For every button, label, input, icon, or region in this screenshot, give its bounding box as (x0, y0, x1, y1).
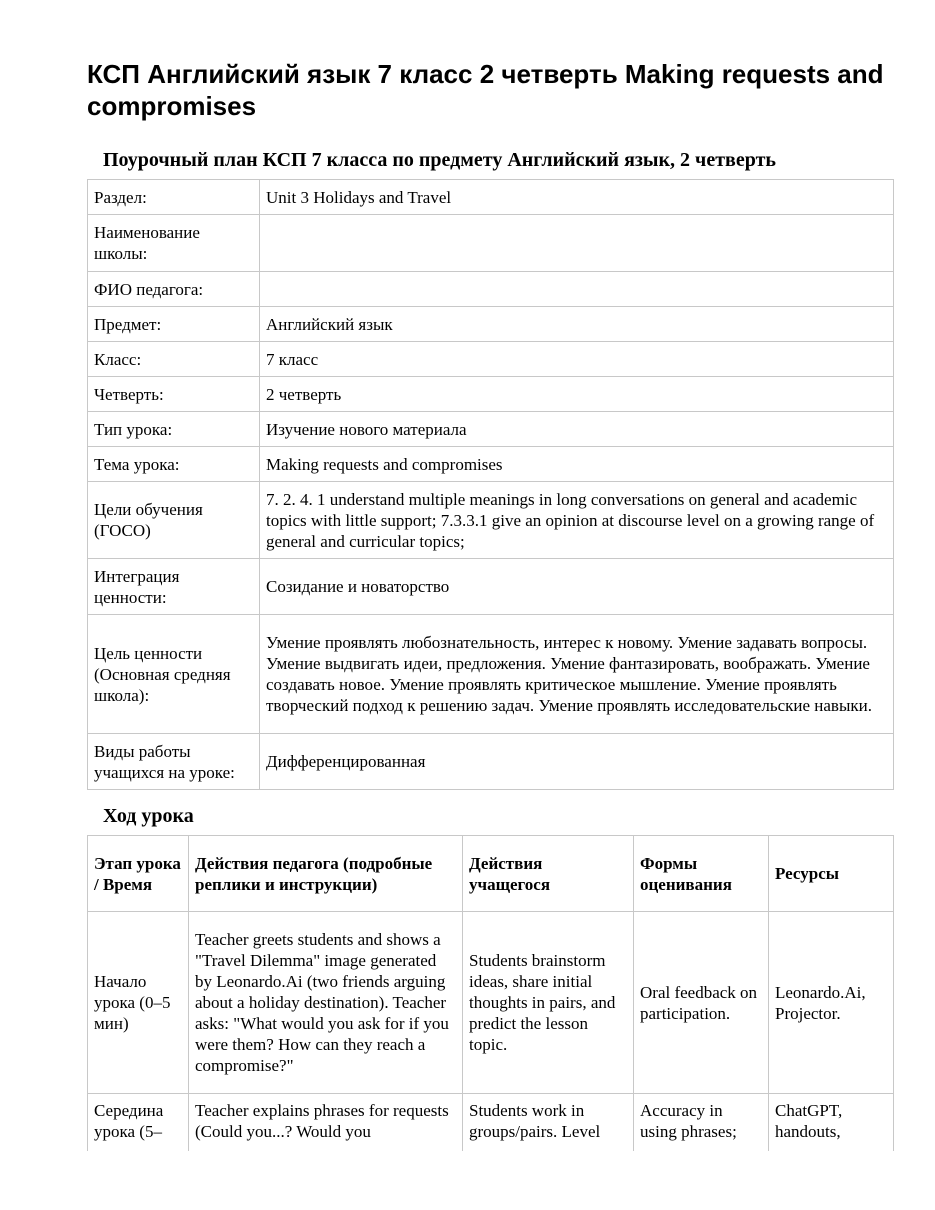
row-label: Раздел: (88, 180, 260, 215)
lesson-flow-table (87, 835, 894, 1151)
row-label: Тип урока: (88, 412, 260, 447)
row-label: Четверть: (88, 377, 260, 412)
row-value: Unit 3 Holidays and Travel (260, 180, 894, 215)
table-row (88, 377, 894, 412)
table-row (88, 482, 894, 559)
table-header-row (88, 836, 894, 912)
table-row (88, 342, 894, 377)
row-label: Виды работы учащихся на уроке: (88, 734, 260, 790)
table-row (88, 559, 894, 615)
table-row (88, 912, 894, 1094)
assessment-cell: Oral feedback on participation. (634, 912, 769, 1094)
student-actions-cell: Students brainstorm ideas, share initial thoughts in pairs, and predict the lesson topic. (463, 912, 634, 1094)
row-label: Тема урока: (88, 447, 260, 482)
teacher-actions-cell: Teacher explains phrases for requests (Could you...? Would you (189, 1094, 463, 1152)
lesson-info-table (87, 179, 894, 790)
row-value: Умение проявлять любознательность, интерес к новому. Умение задавать вопросы. Умение выдвигать идеи, предложения. Умение фантазировать, воображать. Умение создавать новое. Умение проявлять критическое мышление. Умение проявлять творческий подход к решению задач. Умение проявлять исследовательские навыки. (260, 615, 894, 734)
row-label: Интеграция ценности: (88, 559, 260, 615)
column-header: Действия учащегося (463, 836, 634, 912)
teacher-actions-cell: Teacher greets students and shows a "Travel Dilemma" image generated by Leonardo.Ai (two friends arguing about a holiday destination). Teacher asks: "What would you ask for if you were them? How can they reach a compromise?" (189, 912, 463, 1094)
table-row (88, 734, 894, 790)
row-value: 7. 2. 4. 1 understand multiple meanings in long conversations on general and academic topics with little support; 7.3.3.1 give an opinion at discourse level on a growing range of general and curricular topics; (260, 482, 894, 559)
column-header: Действия педагога (подробные реплики и инструкции) (189, 836, 463, 912)
plan-heading: Поурочный план КСП 7 класса по предмету Английский язык, 2 четверть (103, 149, 776, 171)
student-actions-cell: Students work in groups/pairs. Level (463, 1094, 634, 1152)
stage-cell: Середина урока (5– (88, 1094, 189, 1152)
row-label: Цели обучения (ГОСО) (88, 482, 260, 559)
column-header: Ресурсы (769, 836, 894, 912)
row-value: 2 четверть (260, 377, 894, 412)
table-row (88, 447, 894, 482)
lesson-flow-heading: Ход урока (103, 805, 194, 827)
table-row (88, 412, 894, 447)
row-value: 7 класс (260, 342, 894, 377)
row-label: ФИО педагога: (88, 272, 260, 307)
table-row (88, 180, 894, 215)
table-row (88, 272, 894, 307)
resources-cell: Leonardo.Ai, Projector. (769, 912, 894, 1094)
row-label: Класс: (88, 342, 260, 377)
column-header: Этап урока / Время (88, 836, 189, 912)
row-value (260, 215, 894, 272)
row-value: Making requests and compromises (260, 447, 894, 482)
table-row (88, 615, 894, 734)
row-value: Созидание и новаторство (260, 559, 894, 615)
column-header: Формы оценивания (634, 836, 769, 912)
assessment-cell: Accuracy in using phrases; (634, 1094, 769, 1152)
row-value: Дифференцированная (260, 734, 894, 790)
lesson-flow-clip (80, 830, 910, 1151)
row-value: Английский язык (260, 307, 894, 342)
row-value (260, 272, 894, 307)
table-row (88, 307, 894, 342)
stage-cell: Начало урока (0–5 мин) (88, 912, 189, 1094)
table-row (88, 1094, 894, 1152)
row-label: Цель ценности (Основная средняя школа): (88, 615, 260, 734)
row-label: Наименование школы: (88, 215, 260, 272)
row-label: Предмет: (88, 307, 260, 342)
document-title: КСП Английский язык 7 класс 2 четверть Making requests and compromises (87, 59, 884, 121)
row-value: Изучение нового материала (260, 412, 894, 447)
table-row (88, 215, 894, 272)
resources-cell: ChatGPT, handouts, (769, 1094, 894, 1152)
